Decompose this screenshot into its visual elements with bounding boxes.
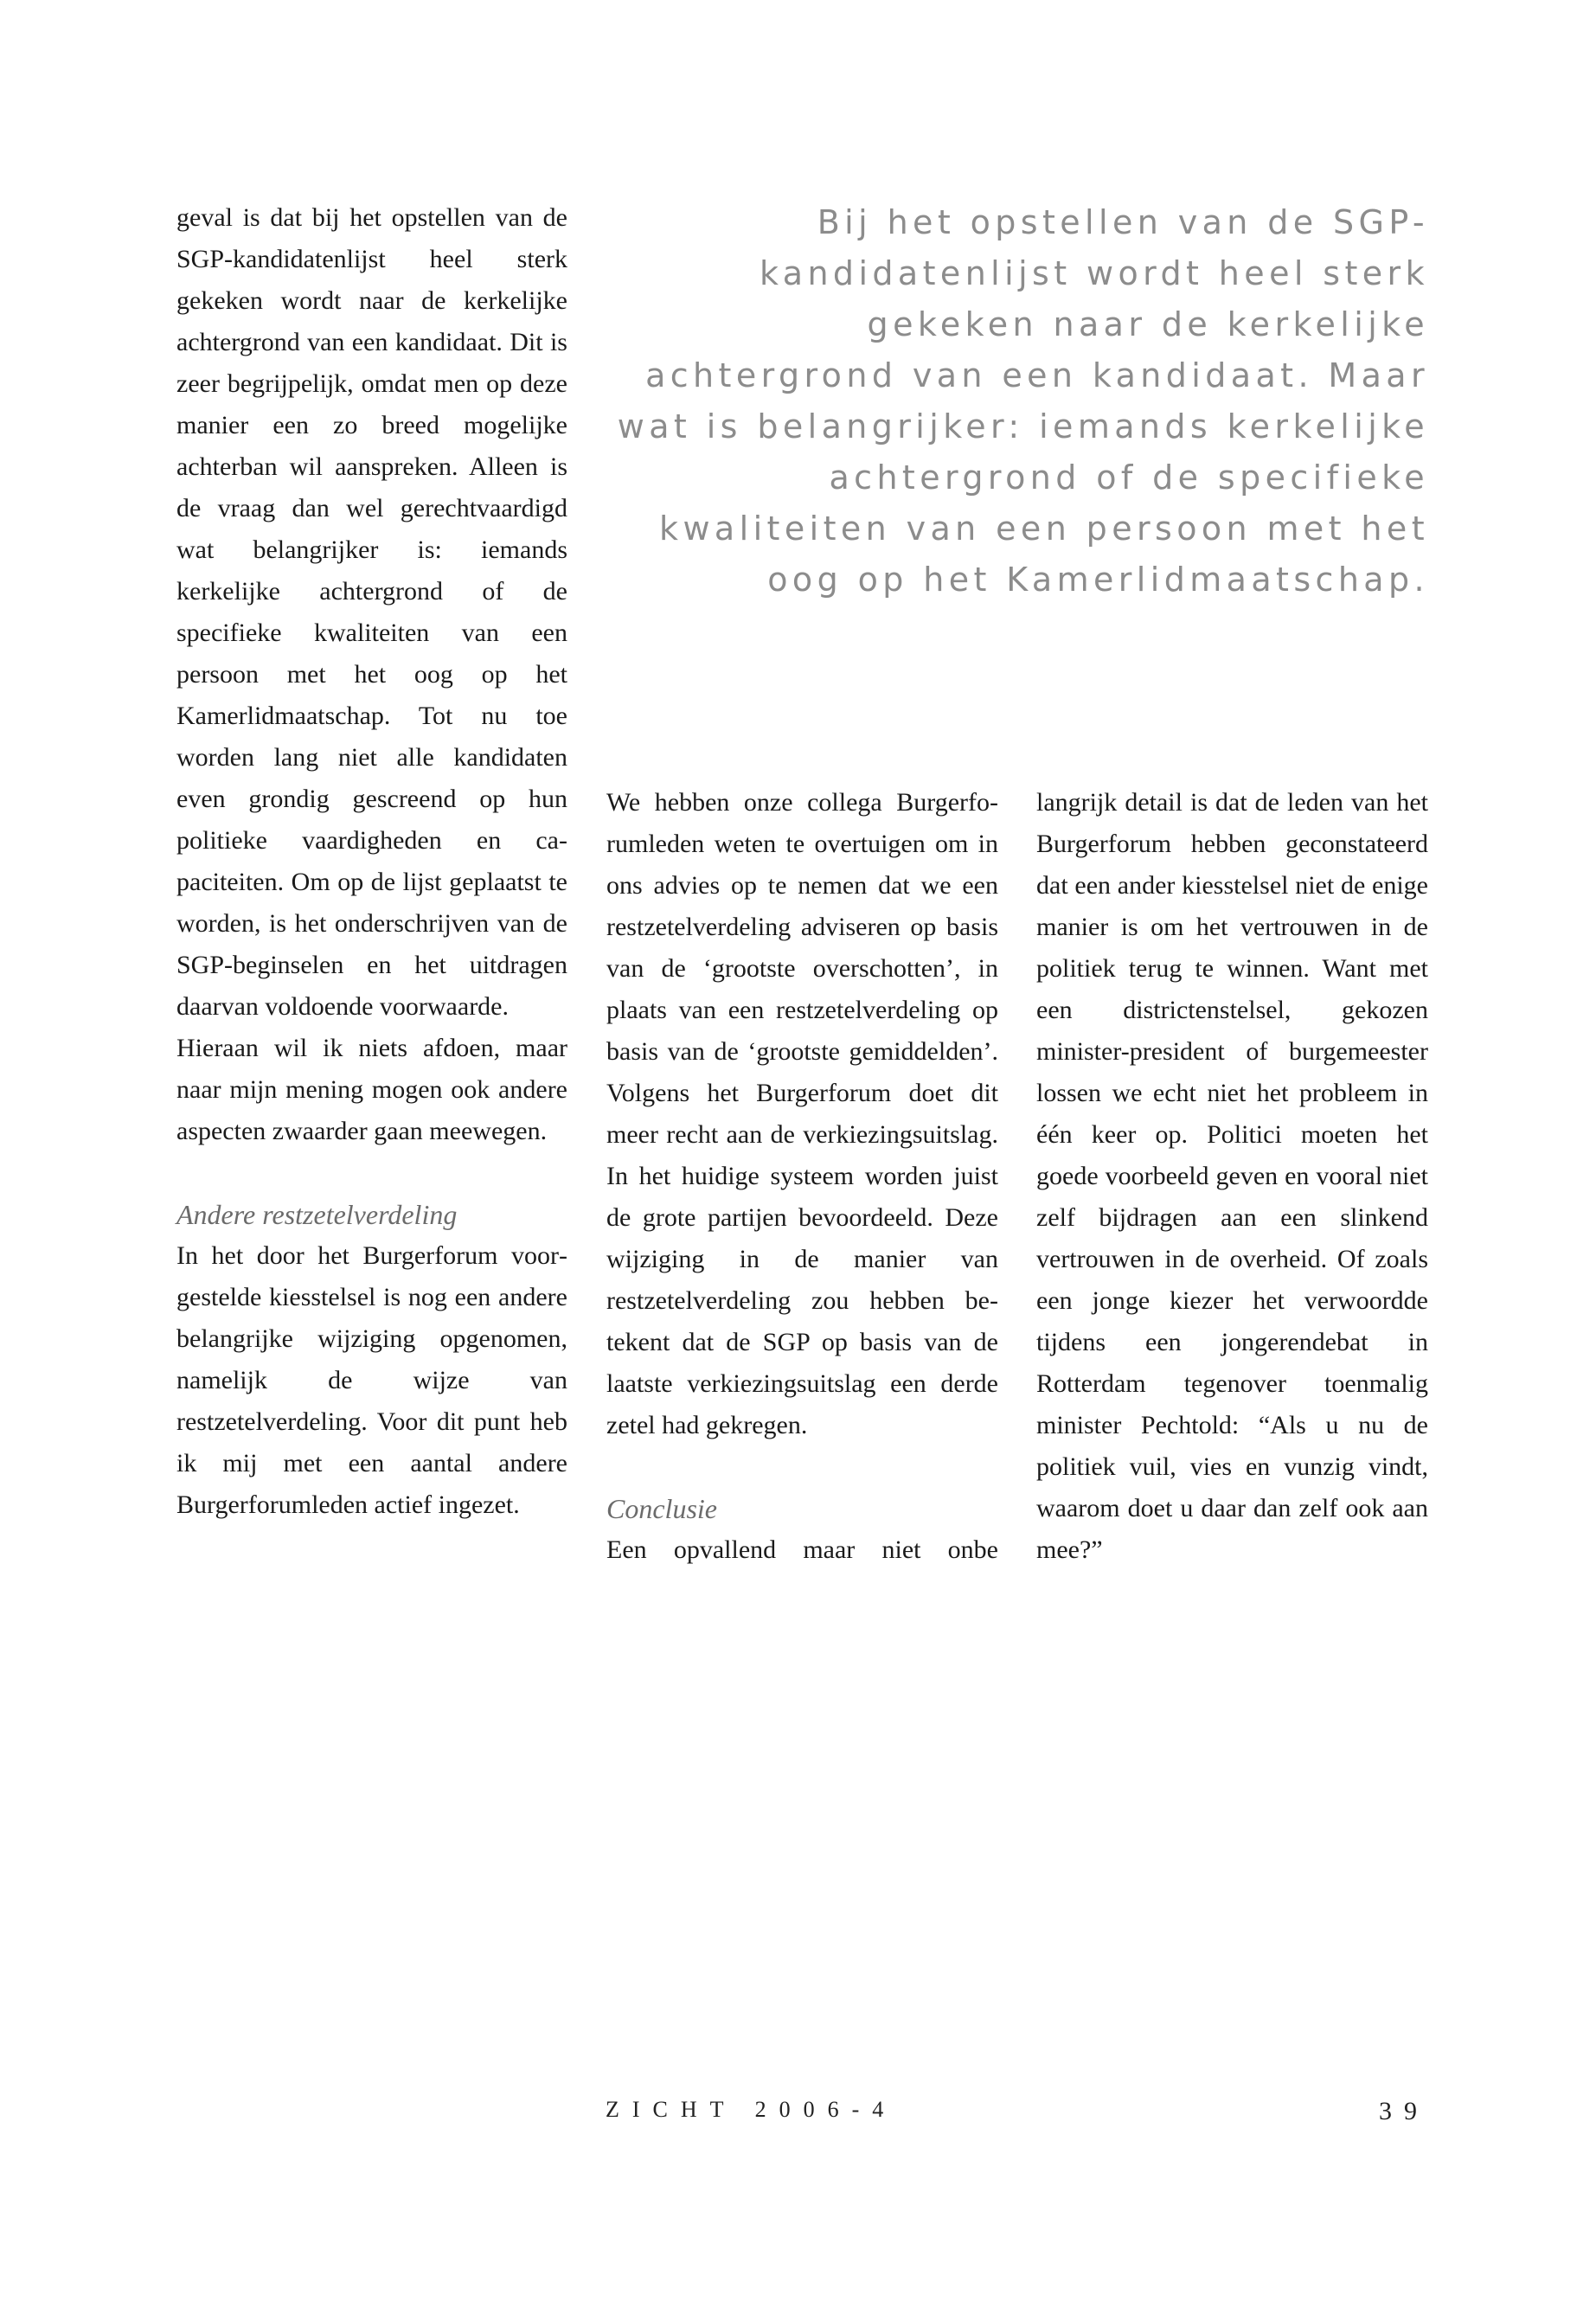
- paragraph-gap: [606, 1446, 998, 1488]
- body-paragraph: langrijk detail is dat de leden van het Burgerforum hebben geconstateerd dat een ander kiesstelsel niet de enige manier is om het vertrouwen in de politiek terug te winnen. Want met een districtenstelsel, gekozen minister-president of burgemeester lossen we echt niet het probleem in één keer op. Politici moeten het goede voorbeeld geven en vooral niet zelf bijdragen aan een slinkend vertrouwen in de overheid. Of zoals een jonge kiezer het verwoordde tijdens een jongerendebat in Rotterdam tegenover toenmalig minister Pechtold: “Als u nu de politiek vuil, vies en vunzig vindt, waarom doet u daar dan zelf ook aan mee?”: [1036, 788, 1428, 1564]
- text-column-1: [176, 197, 567, 1526]
- body-paragraph: geval is dat bij het opstellen van de SGP-kandidatenlijst heel sterk gekeken wordt naar de kerkelijke achtergrond van een kandidaat. Dit is zeer begrijpelijk, omdat men op deze manier een zo breed mogelijke achterban wil aanspreken. Alleen is de vraag dan wel gerechtvaardigd wat belangrijker is: iemands kerkelijke achtergrond of de specifieke kwaliteiten van een persoon met het oog op het Kamerlidmaatschap. Tot nu toe worden lang niet alle kandidaten even grondig gescreend op hun politieke vaardigheden en capaciteiten. Om op de lijst geplaatst te worden, is het onderschrijven van de SGP-beginselen en het uitdragen daarvan voldoende voorwaarde.: [176, 203, 567, 1021]
- body-paragraph: Hieraan wil ik niets afdoen, maar naar mijn mening mogen ook andere aspecten zwaarder gaan meewegen.: [176, 1034, 567, 1145]
- section-heading: Andere restzetelverdeling: [176, 1199, 458, 1230]
- pull-quote: Bij het opstellen van de SGP-kandidatenlijst wordt heel sterk gekeken naar de kerkelijke achtergrond van een kandidaat. Maar wat is belangrijker: iemands kerkelijke achtergrond of de specifieke kwaliteiten van een persoon met het oog op het Kamerlidmaatschap.: [617, 203, 1429, 599]
- text-column-3: [1036, 782, 1428, 1571]
- body-paragraph: We hebben onze collega Burgerforumleden weten te overtuigen om in ons advies op te nemen dat we een restzetelverdeling adviseren op basis van de ‘grootste overschotten’, in plaats van een restzetelverdeling op basis van de ‘grootste gemiddelden’. Volgens het Burgerforum doet dit meer recht aan de verkiezingsuitslag. In het huidige systeem worden juist de grote partijen bevoordeeld. Deze wijziging in de manier van restzetelverdeling zou hebben betekent dat de SGP op basis van de laatste verkiezingsuitslag een derde zetel had gekregen.: [606, 788, 998, 1439]
- page-number: 39: [1379, 2097, 1429, 2125]
- text-column-2: [606, 782, 998, 1571]
- body-paragraph: Een opvallend maar niet onbe: [606, 1535, 998, 1564]
- section-heading: Conclusie: [606, 1493, 717, 1524]
- paragraph-gap: [176, 1152, 567, 1194]
- body-paragraph: In het door het Burgerforum voorgestelde kiesstelsel is nog een andere belangrijke wijziging opgenomen, namelijk de wijze van restzetelverdeling. Voor dit punt heb ik mij met een aantal andere Burgerforumleden actief ingezet.: [176, 1241, 567, 1519]
- footer-journal-title: ZICHT 2006-4: [606, 2097, 897, 2122]
